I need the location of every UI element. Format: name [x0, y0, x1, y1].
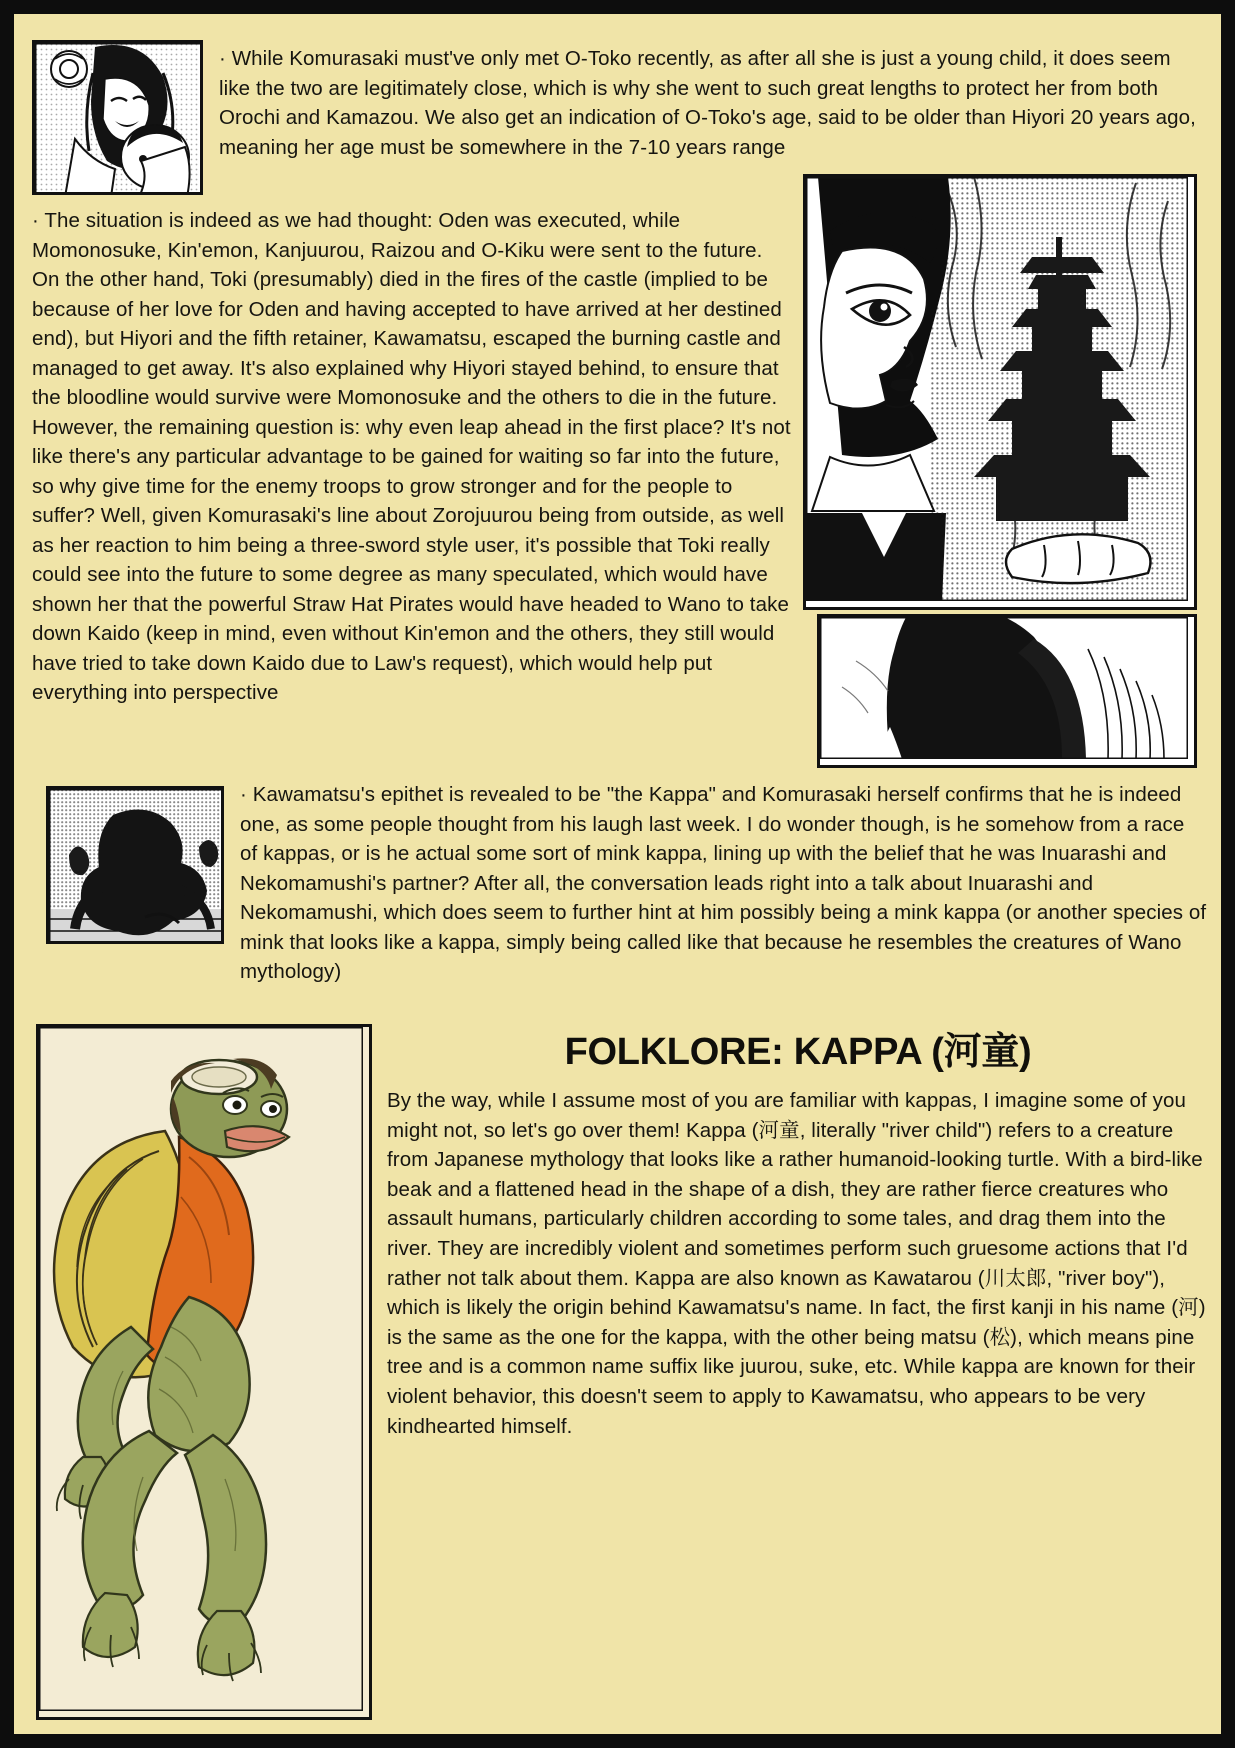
folklore-section	[387, 1030, 1209, 1441]
folklore-title: FOLKLORE: KAPPA (河童)	[564, 1031, 1032, 1073]
komurasaki-and-otoko-panel	[32, 40, 203, 195]
komurasaki-otoko-paragraph: · While Komurasaki must've only met O-Toko recently, as after all she is just a young child, it does seem like the two are legitimately close, which is why she went to such great lengths to protect her from both Orochi and Kamazou. We also get an indication of O-Toko's age, said to be older than Hiyori 20 years ago, meaning her age must be somewhere in the 7-10 years range	[219, 47, 1196, 159]
hiyori-portrait-panel	[803, 174, 1197, 610]
kawamatsu-silhouette-art	[49, 789, 224, 944]
section-kawamatsu-kappa	[32, 774, 1207, 987]
black-hair-panel	[817, 614, 1197, 768]
kappa-illustration	[36, 1024, 372, 1720]
page-inner	[14, 14, 1221, 1734]
kawamatsu-silhouette-panel	[46, 786, 224, 944]
komurasaki-otoko-art	[35, 43, 203, 195]
oden-execution-paragraph: · The situation is indeed as we had thought: Oden was executed, while Momonosuke, Kin'emon, Kanjuurou, Raizou and O-Kiku were sent to the future. On the other hand, Toki (presumably) died in the fires of the castle (implied to be because of her love for Oden and having accepted to have arrived at her destined end), but Hiyori and the fifth retainer, Kawamatsu, escaped the burning castle and managed to get away. It's also explained why Hiyori stayed behind, to ensure that the bloodline would survive were Momonosuke and the others to die in the future. However, the remaining question is: why even leap ahead in the first place? It's not like there's any particular advantage to be gained for waiting so far into the future, so why give time for the enemy troops to grow stronger and for the people to suffer? Well, given Komurasaki's line about Zorojuurou being from outside, as well as her reaction to him being a three-sword style user, it's possible that Toki really could see into the future to some degree as many speculated, which would have shown her that the powerful Straw Hat Pirates would have headed to Wano to take down Kaido (keep in mind, even without Kin'emon and the others, they still would have tried to take down Kaido due to Law's request), which would help put everything into perspective	[32, 209, 791, 704]
kappa-illustration-art	[39, 1027, 363, 1711]
section-oden-execution	[32, 206, 792, 708]
black-hair-art	[820, 617, 1188, 759]
hiyori-portrait-art	[806, 177, 1188, 601]
kawamatsu-kappa-paragraph: · Kawamatsu's epithet is revealed to be "the Kappa" and Komurasaki herself confirms that he is indeed one, as some people thought from his laugh last week. I do wonder though, is he somehow from a race of kappas, or is he actual some sort of mink kappa, lining up with the belief that he was Inuarashi and Nekomamushi's partner? After all, the conversation leads right into a talk about Inuarashi and Nekomamushi, which does seem to further hint at him possibly being a mink kappa (or another species of mink that looks like a kappa, simply being called like that because he resembles the creatures of Wano mythology)	[240, 783, 1207, 983]
folklore-paragraph: By the way, while I assume most of you are familiar with kappas, I imagine some of you might not, so let's go over them! Kappa (河童, literally "river child") refers to a creature from Japanese mythology that looks like a rather humanoid-looking turtle. With a bird-like beak and a flattened head in the shape of a dish, they are rather fierce creatures who assault humans, particularly children according to some tales, and drag them into the river. They are incredibly violent and sometimes perform such gruesome actions that I'd rather not talk about them. Kappa are also known as Kawatarou (川太郎, "river boy"), which is likely the origin behind Kawamatsu's name. In fact, the first kanji in his name (河) is the same as the one for the kappa, with the other being matsu (松), which means pine tree and is a common name suffix like juurou, suke, etc. While kappa are known for their violent behavior, this doesn't seem to apply to Kawamatsu, who appears to be very kindhearted himself.	[387, 1089, 1206, 1438]
